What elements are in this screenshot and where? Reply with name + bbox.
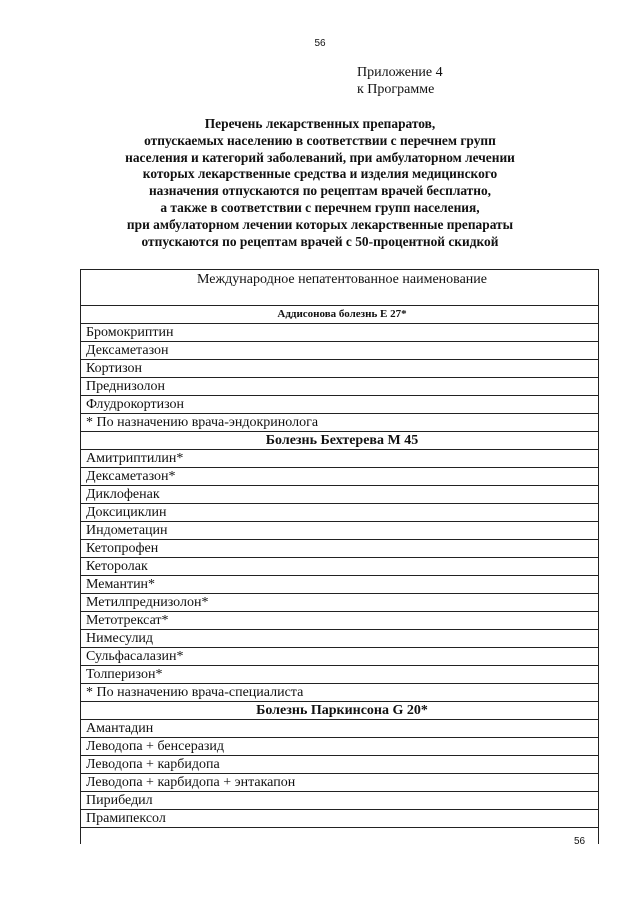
page-number-top: 56	[314, 38, 326, 49]
drug-name-cell: Дексаметазон*	[81, 468, 599, 486]
drug-name-cell: Сульфасалазин*	[81, 648, 599, 666]
drug-name-cell: Кеторолак	[81, 558, 599, 576]
appendix-line-2: к Программе	[357, 82, 435, 97]
table-row	[81, 792, 599, 810]
document-title	[60, 116, 580, 250]
title-line: назначения отпускаются по рецептам врачей бесплатно,	[148, 183, 492, 199]
table-row	[81, 468, 599, 486]
empty-cell	[81, 828, 599, 845]
table-row	[81, 648, 599, 666]
table-row	[81, 630, 599, 648]
table-row	[81, 810, 599, 828]
section-heading: Аддисонова болезнь Е 27*	[81, 306, 599, 324]
title-line: Перечень лекарственных препаратов,	[204, 116, 436, 131]
section-heading: Болезнь Бехтерева М 45	[81, 432, 599, 450]
table-row	[81, 594, 599, 612]
drug-name-cell: Бромокриптин	[81, 324, 599, 342]
section-heading: Болезнь Паркинсона G 20*	[81, 702, 599, 720]
drug-name-cell: Амитриптилин*	[81, 450, 599, 468]
table-row	[81, 720, 599, 738]
table-row	[81, 360, 599, 378]
drug-name-cell: Преднизолон	[81, 378, 599, 396]
drug-name-cell: * По назначению врача-специалиста	[81, 684, 599, 702]
drug-name-cell: Кортизон	[81, 360, 599, 378]
drug-name-cell: Леводопа + бенсеразид	[81, 738, 599, 756]
title-line: отпускаются по рецептам врачей с 50-процентной скидкой	[141, 233, 499, 249]
appendix-line-1: Приложение 4	[357, 65, 443, 80]
drug-name-cell: Прамипексол	[81, 810, 599, 828]
title-line: населения и категорий заболеваний, при амбулаторном лечении	[125, 149, 515, 165]
drug-name-cell: Нимесулид	[81, 630, 599, 648]
drug-name-cell: Кетопрофен	[81, 540, 599, 558]
section-row	[81, 306, 599, 324]
drug-name-cell: * По назначению врача-эндокринолога	[81, 414, 599, 432]
drug-name-cell: Флудрокортизон	[81, 396, 599, 414]
table-row	[81, 378, 599, 396]
drug-name-cell: Леводопа + карбидопа + энтакапон	[81, 774, 599, 792]
table-row	[81, 756, 599, 774]
title-line: которых лекарственные средства и изделия медицинского	[142, 166, 498, 182]
drug-name-cell: Доксициклин	[81, 504, 599, 522]
page-number-bottom: 56	[574, 836, 586, 847]
drug-name-cell: Индометацин	[81, 522, 599, 540]
table-row	[81, 504, 599, 522]
drug-name-cell: Метотрексат*	[81, 612, 599, 630]
table-row	[81, 396, 599, 414]
table-row	[81, 684, 599, 702]
section-row	[81, 702, 599, 720]
title-line: а также в соответствии с перечнем групп населения,	[160, 199, 480, 215]
table-row	[81, 450, 599, 468]
table-row	[81, 414, 599, 432]
title-line: при амбулаторном лечении которых лекарственные препараты	[126, 216, 514, 232]
table-row	[81, 324, 599, 342]
table-row-empty	[81, 828, 599, 845]
drug-name-cell: Мемантин*	[81, 576, 599, 594]
drug-name-cell: Дексаметазон	[81, 342, 599, 360]
table-header-row	[81, 270, 599, 306]
table-row	[81, 774, 599, 792]
drug-name-cell: Метилпреднизолон*	[81, 594, 599, 612]
drug-name-cell: Толперизон*	[81, 666, 599, 684]
drug-table	[80, 269, 599, 844]
table-row	[81, 342, 599, 360]
table-row	[81, 522, 599, 540]
table-row	[81, 666, 599, 684]
title-line: отпускаемых населению в соответствии с перечнем групп	[144, 132, 496, 148]
appendix-label	[357, 64, 443, 98]
table-row	[81, 612, 599, 630]
drug-name-cell: Леводопа + карбидопа	[81, 756, 599, 774]
drug-name-cell: Амантадин	[81, 720, 599, 738]
table-row	[81, 738, 599, 756]
table-header-cell: Международное непатентованное наименование	[81, 270, 599, 306]
drug-name-cell: Пирибедил	[81, 792, 599, 810]
section-row	[81, 432, 599, 450]
table-row	[81, 540, 599, 558]
table-row	[81, 558, 599, 576]
table-row	[81, 576, 599, 594]
table-row	[81, 486, 599, 504]
drug-name-cell: Диклофенак	[81, 486, 599, 504]
